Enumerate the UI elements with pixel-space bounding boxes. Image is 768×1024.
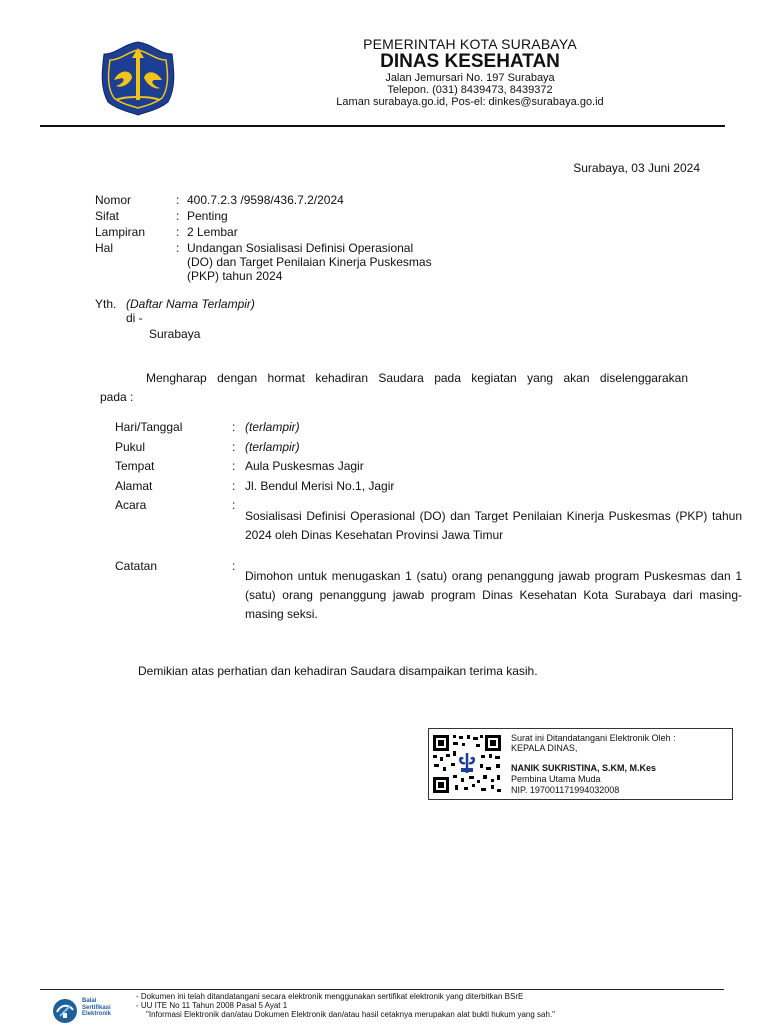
colon: : — [232, 479, 236, 493]
intro-line2: pada : — [100, 390, 134, 404]
signature-note: Surat ini Ditandatangani Elektronik Oleh : — [511, 733, 676, 743]
agency-web-email: Laman surabaya.go.id, Pos-el: dinkes@surabaya.go.id — [336, 96, 604, 108]
acara-value: Sosialisasi Definisi Operasional (DO) dan Target Penilaian Kinerja Puskesmas (PKP) tahun 2024 oleh Dinas Kesehatan Provinsi Jawa Timur — [245, 509, 742, 542]
colon: : — [176, 241, 180, 255]
footer-note-1: - Dokumen ini telah ditandatangani secara elektronik menggunakan sertifikat elektronik yang diterbitkan BSrE — [136, 992, 524, 1001]
pukul-value: (terlampir) — [245, 440, 300, 454]
recipient-di: di - — [126, 311, 143, 325]
hari-value: (terlampir) — [245, 420, 300, 434]
acara-label: Acara — [115, 498, 147, 512]
agency-phone: Telepon. (031) 8439473, 8439372 — [387, 84, 553, 96]
government-name: PEMERINTAH KOTA SURABAYA — [363, 36, 577, 52]
footer-note-3: "Informasi Elektronik dan/atau Dokumen Elektronik dan/atau hasil cetaknya merupakan alat bukti hukum yang sah." — [146, 1010, 556, 1019]
recipient-yth: Yth. — [95, 297, 117, 311]
closing-sentence: Demikian atas perhatian dan kehadiran Saudara disampaikan terima kasih. — [138, 664, 538, 678]
alamat-label: Alamat — [115, 479, 153, 493]
bsre-logo-icon — [50, 996, 80, 1024]
colon: : — [232, 559, 236, 573]
recipient-city: Surabaya — [149, 327, 201, 341]
footer-note-2: - UU ITE No 11 Tahun 2008 Pasal 5 Ayat 1 — [136, 1001, 288, 1010]
hal-value-line1: Undangan Sosialisasi Definisi Operasional — [187, 241, 414, 255]
catatan-value: Dimohon untuk menugaskan 1 (satu) orang penanggung jawab program Puskesmas dan 1 (satu) orang penanggung jawab program Dinas Kesehatan Kota Surabaya dari masing-masing seksi. — [245, 569, 742, 621]
colon: : — [176, 193, 180, 207]
sifat-label: Sifat — [95, 209, 120, 223]
hal-value-line3: (PKP) tahun 2024 — [187, 269, 283, 283]
tempat-value: Aula Puskesmas Jagir — [245, 459, 364, 473]
colon: : — [232, 459, 236, 473]
qr-code-icon — [431, 733, 503, 795]
colon: : — [176, 225, 180, 239]
agency-name: DINAS KESEHATAN — [380, 51, 560, 72]
signatory-name: NANIK SUKRISTINA, S.KM, M.Kes — [511, 763, 657, 773]
alamat-value: Jl. Bendul Merisi No.1, Jagir — [245, 479, 395, 493]
surabaya-emblem-logo — [98, 40, 178, 116]
colon: : — [232, 440, 236, 454]
signatory-rank: Pembina Utama Muda — [511, 774, 601, 784]
hal-label: Hal — [95, 241, 114, 255]
pukul-label: Pukul — [115, 440, 146, 454]
bsre-text-2: Sertifikasi — [82, 1004, 111, 1011]
letter-date: Surabaya, 03 Juni 2024 — [573, 161, 700, 175]
bsre-text-3: Elektronik — [82, 1011, 112, 1017]
bsre-logo-text — [82, 998, 111, 1018]
lampiran-label: Lampiran — [95, 225, 146, 239]
hari-label: Hari/Tanggal — [115, 420, 183, 434]
tempat-label: Tempat — [115, 459, 155, 473]
lampiran-value: 2 Lembar — [187, 225, 238, 239]
colon: : — [176, 209, 180, 223]
catatan-label: Catatan — [115, 559, 158, 573]
sifat-value: Penting — [187, 209, 228, 223]
bsre-text-1: Balai — [82, 998, 97, 1004]
agency-address: Jalan Jemursari No. 197 Surabaya — [385, 72, 555, 84]
recipient-name: (Daftar Nama Terlampir) — [126, 297, 255, 311]
intro-line1: Mengharap dengan hormat kehadiran Saudara pada kegiatan yang akan diselenggarakan — [146, 371, 688, 385]
signatory-nip: NIP. 197001171994032008 — [511, 785, 620, 795]
nomor-label: Nomor — [95, 193, 132, 207]
signature-position: KEPALA DINAS, — [511, 743, 578, 753]
hal-value-line2: (DO) dan Target Penilaian Kinerja Puskesmas — [187, 255, 432, 269]
header-divider — [40, 125, 725, 127]
nomor-value: 400.7.2.3 /9598/436.7.2/2024 — [187, 193, 344, 207]
footer-divider — [40, 989, 724, 990]
colon: : — [232, 420, 236, 434]
colon: : — [232, 498, 236, 512]
